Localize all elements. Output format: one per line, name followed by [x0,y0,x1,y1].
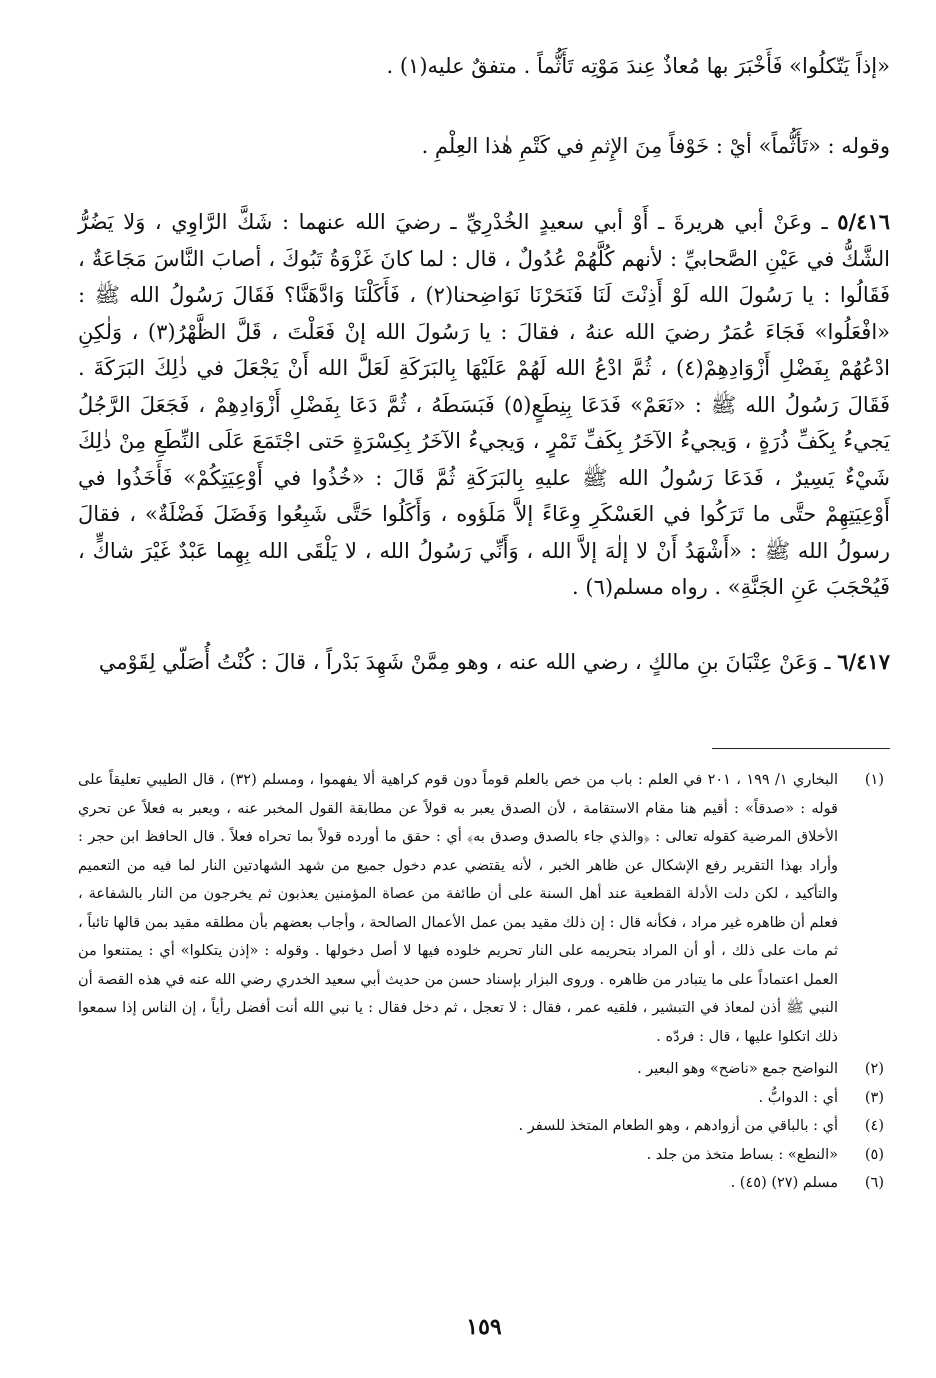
hadith-416 [78,204,890,606]
footnote-1 [78,766,890,1051]
footnote-number: (٥) [864,1146,884,1163]
hadith-number: ٦/٤١٧ [837,648,890,674]
hadith-417 [78,644,890,681]
footnote-text: أي : بالباقي من أزوادهم ، وهو الطعام المتخذ للسفر . [518,1118,838,1134]
footnote-5 [78,1141,890,1170]
page-number: ١٥٩ [466,1314,502,1340]
hadith-text: ـ وعَنْ أبي هريرةَ ـ أَوْ أبي سعيدٍ الخُدْرِيِّ ـ رضيَ الله عنهما : شَكَّ الرَّاوِي ، وَلا يَضُرُّ الشَّكُّ في عَيْنِ الصَّحابيِّ : لأنهم كُلَّهُمْ عُدُولٌ ، قال : لما كانَ غَزْوَةُ تَبُوكَ ، أصابَ النَّاسَ مَجَاعَةٌ ، فَقَالُوا : يا رَسُولَ الله لَوْ أَذِنْتَ لَنَا فَنَحَرْنَا نَوَاضِحنا(٢) ، فَأَكَلْنَا وَادَّهَنَّا؟ فَقَالَ رَسُولُ الله ﷺ : «افْعَلُوا» فَجَاءَ عُمَرُ رضيَ الله عنهُ ، فقالَ : يا رَسُولَ الله إنْ فَعَلْتَ ، قَلَّ الظَّهْرُ(٣) ، وَلٰكِنِ ادْعُهُمْ بِفَضْلِ أَزْوَادِهِمْ(٤) ، ثُمَّ ادْعُ الله لَهُمْ عَلَيْهَا بِالبَرَكَةِ لَعَلَّ الله أَنْ يَجْعَلَ في ذٰلِكَ البَرَكَةَ . فَقَالَ رَسُولُ الله ﷺ : «نَعَمْ» فَدَعَا بِنِطَعٍ(٥) فَبَسَطَهُ ، ثُمَّ دَعَا بِفَضْلِ أَزْوَادِهِمْ ، فَجَعَلَ الرَّجُلُ يَجيءُ بِكَفِّ ذُرَةٍ ، وَيجيءُ الآخَرُ بِكَفِّ تَمْرٍ ، وَيجيءُ الآخَرُ بِكِسْرَةٍ حَتى اجْتَمَعَ عَلَى النِّطَعِ مِنْ ذٰلِكَ شَيْءٌ يَسِيرٌ ، فَدَعَا رَسُولُ الله ﷺ عليهِ بِالبَرَكَةِ ثُمَّ قَالَ : «خُذُوا في أَوْعِيَتِكُمْ» فَأَخَذُوا في أَوْعِيَتِهِمْ حتَّى ما تَرَكُوا في العَسْكَرِ وِعَاءً إلاَّ مَلَؤوه ، وَأَكَلُوا حَتَّى شَبِعُوا وَفَضَلَ فَضْلَةٌ» ، فقالَ رسولُ الله ﷺ : «أَشْهَدُ أَنْ لا إلٰهَ إلاَّ الله ، وَأَنِّي رَسُولُ الله ، لا يَلْقَى الله بِهِما عَبْدٌ غَيْرَ شاكٍّ ، فَيُحْجَبَ عَنِ الجَنَّةِ» . رواه مسلم(٦) . [78,210,890,599]
hadith-text: ـ وَعَنْ عِتْبَانَ بنِ مالكٍ ، رضي الله عنه ، وهو مِمَّنْ شَهِدَ بَدْراً ، قالَ : كُنْتُ أُصَلّي لِقَوْمي [98,649,831,674]
footnote-text: البخاري ١/ ١٩٩ ، ٢٠١ في العلم : باب من خص بالعلم قوماً دون قوم كراهية ألا يفهموا ، ومسلم (٣٢) ، قال الطيبي تعليقاً على قوله : «صدقاً» : أقيم هنا مقام الاستقامة ، لأن الصدق يعبر به قولاً عن مطابقة القول المخبر عنه ، ويعبر به فعلاً عن تحري الأخلاق المرضية كقوله تعالى : ﴿والذي جاء بالصدق وصدق به﴾ أي : حقق ما أورده قولاً بما تحراه فعلاً . قال الحافظ ابن حجر : وأراد بهذا التقرير رفع الإشكال عن ظاهر الخبر ، لأنه يقتضي عدم دخول جميع من شهد الشهادتين النار لما فيه من التعميم والتأكيد ، لكن دلت الأدلة القطعية عند أهل السنة على أن طائفة من عصاة المؤمنين يعذبون ثم يخرجون من النار بالشفاعة ، فعلم أن ظاهره غير مراد ، فكأنه قال : إن ذلك مقيد بمن عمل الأعمال الصالحة ، وأجاب بعضهم بأن مطلقه مقيد بمن قالها تائباً ، ثم مات على ذلك ، أو أن المراد بتحريمه على النار تحريم خلوده فيها لا أصل دخولها . وقوله : «إذن يتكلوا» أي : يمتنعوا من العمل اعتماداً على ما يتبادر من ظاهره . وروى البزار بإسناد حسن من حديث أبي سعيد الخدري رضي الله عنه في هذه القصة أن النبي ﷺ أذن لمعاذ في التبشير ، فلقيه عمر ، فقال : لا تعجل ، ثم دخل فقال : يا نبي الله أنت أفضل رأياً ، إن الناس إذا سمعوا ذلك اتكلوا عليها ، قال : فردّه . [78,772,838,1045]
footnote-divider [712,748,890,749]
intro-line: «إذاً يَتّكلُوا» فَأَخْبَرَ بها مُعاذٌ عِندَ مَوْتِه تَأَثُّماً . متفقٌ عليه(١) . [386,54,890,78]
footnote-text: النواضح جمع «ناضح» وهو البعير . [637,1061,838,1077]
footnote-number: (١) [864,772,884,788]
footnotes [78,766,890,1198]
footnote-number: (٦) [864,1175,884,1191]
book-page [78,48,890,1368]
footnote-number: (٢) [864,1061,884,1077]
hadith-number: ٥/٤١٦ [837,209,891,234]
footnote-number: (٤) [864,1118,884,1134]
footnote-number: (٣) [864,1089,884,1106]
footnote-text: «النطع» : بساط متخذ من جلد . [646,1146,838,1163]
footnote-text: أي : الدوابُّ . [758,1089,838,1106]
footnote-6 [78,1169,890,1198]
footnote-3 [78,1084,890,1113]
footnote-2 [78,1055,890,1084]
qawluh-line: وقوله : «تَأَثُّماً» أيْ : خَوْفاً مِنَ الإِثمِ في كَتْمِ هٰذا العِلْمِ . [421,134,890,158]
footnote-text: مسلم (٢٧) (٤٥) . [730,1175,838,1191]
footnote-4 [78,1112,890,1141]
